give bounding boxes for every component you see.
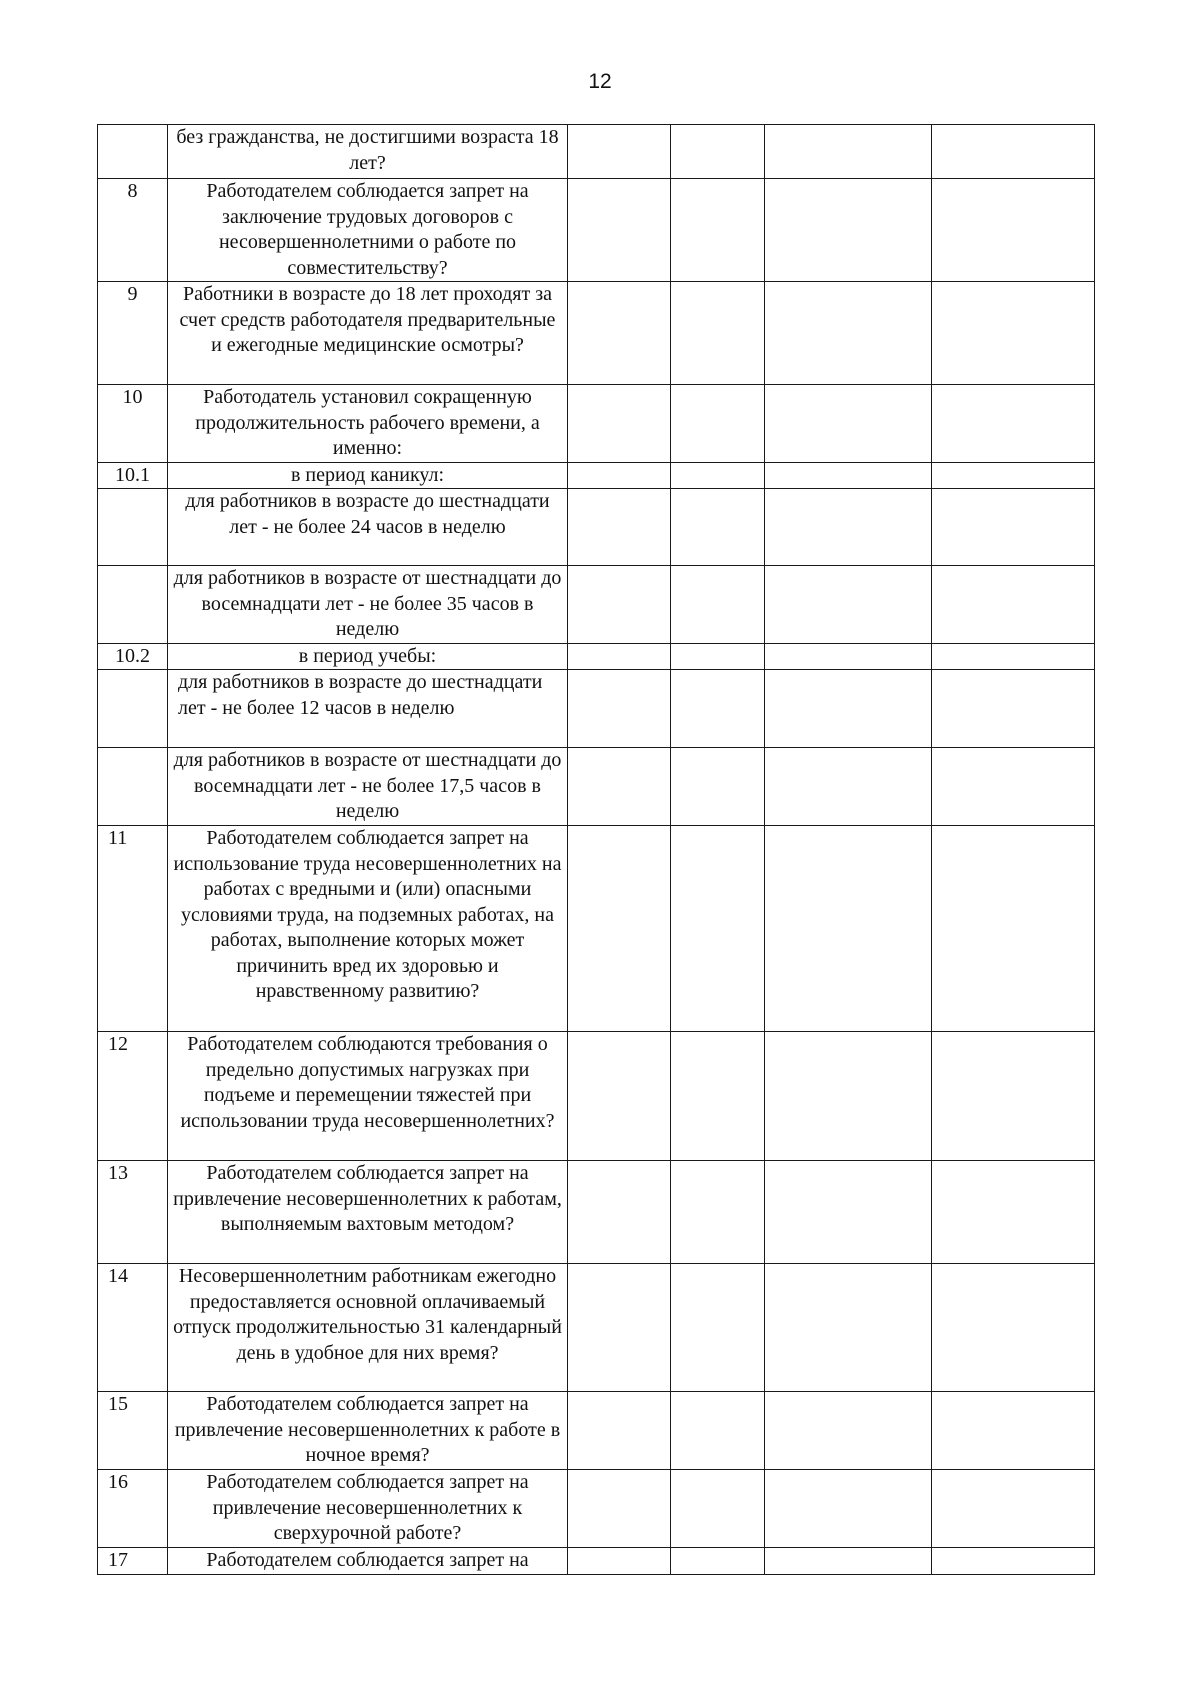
answer-cell: [765, 282, 932, 385]
page-number: 12: [588, 70, 612, 93]
answer-cell: [568, 670, 671, 748]
answer-cell: [765, 385, 932, 463]
answer-cell: [568, 125, 671, 179]
answer-cell: [671, 670, 765, 748]
answer-cell: [765, 826, 932, 1032]
item-number-cell: 9: [98, 282, 168, 385]
answer-cell: [568, 385, 671, 463]
answer-cell: [671, 489, 765, 566]
answer-cell: [568, 1392, 671, 1470]
answer-cell: [765, 1032, 932, 1161]
answer-cell: [765, 748, 932, 826]
table-row: [98, 643, 1095, 670]
answer-cell: [671, 385, 765, 463]
answer-cell: [568, 826, 671, 1032]
answer-cell: [932, 566, 1095, 644]
table-row: [98, 1032, 1095, 1161]
table-row: [98, 1161, 1095, 1264]
answer-cell: [932, 670, 1095, 748]
table-row: [98, 1470, 1095, 1548]
item-number-cell: 10.2: [98, 643, 168, 670]
answer-cell: [765, 179, 932, 282]
item-number-cell: 10.1: [98, 462, 168, 489]
answer-cell: [671, 282, 765, 385]
question-cell: для работников в возрасте от шестнадцати до восемнадцати лет - не более 35 часов в неделю: [168, 566, 568, 644]
table-row: [98, 385, 1095, 463]
item-number-cell: 14: [98, 1264, 168, 1392]
answer-cell: [765, 643, 932, 670]
answer-cell: [765, 1548, 932, 1575]
question-cell: для работников в возрасте до шестнадцати лет - не более 24 часов в неделю: [168, 489, 568, 566]
answer-cell: [671, 1392, 765, 1470]
answer-cell: [932, 179, 1095, 282]
answer-cell: [671, 1548, 765, 1575]
answer-cell: [568, 489, 671, 566]
question-cell: Работодателем соблюдается запрет на: [168, 1548, 568, 1575]
answer-cell: [765, 1264, 932, 1392]
answer-cell: [568, 1470, 671, 1548]
item-number-cell: 15: [98, 1392, 168, 1470]
answer-cell: [765, 125, 932, 179]
answer-cell: [671, 826, 765, 1032]
question-cell: Работодатель установил сокращенную продолжительность рабочего времени, а именно:: [168, 385, 568, 463]
question-cell: Работники в возрасте до 18 лет проходят за счет средств работодателя предварительные и ежегодные медицинские осмотры?: [168, 282, 568, 385]
item-number-cell: [98, 489, 168, 566]
table-row: [98, 566, 1095, 644]
answer-cell: [671, 1161, 765, 1264]
checklist-table: [97, 124, 1095, 1575]
answer-cell: [671, 179, 765, 282]
question-cell: для работников в возрасте до шестнадцати лет - не более 12 часов в неделю: [168, 670, 568, 748]
answer-cell: [568, 643, 671, 670]
item-number-cell: 11: [98, 826, 168, 1032]
answer-cell: [932, 1161, 1095, 1264]
answer-cell: [671, 1264, 765, 1392]
answer-cell: [932, 1264, 1095, 1392]
question-cell: в период каникул:: [168, 462, 568, 489]
answer-cell: [932, 1548, 1095, 1575]
answer-cell: [671, 566, 765, 644]
answer-cell: [568, 566, 671, 644]
question-cell: Работодателем соблюдается запрет на привлечение несовершеннолетних к работе в ночное время?: [168, 1392, 568, 1470]
item-number-cell: 16: [98, 1470, 168, 1548]
answer-cell: [568, 748, 671, 826]
answer-cell: [568, 1264, 671, 1392]
table-row: [98, 670, 1095, 748]
answer-cell: [765, 1161, 932, 1264]
question-cell: Работодателем соблюдаются требования о предельно допустимых нагрузках при подъеме и перемещении тяжестей при использовании труда несовершеннолетних?: [168, 1032, 568, 1161]
table-row: [98, 1264, 1095, 1392]
answer-cell: [932, 748, 1095, 826]
question-cell: Несовершеннолетним работникам ежегодно предоставляется основной оплачиваемый отпуск продолжительностью 31 календарный день в удобное для них время?: [168, 1264, 568, 1392]
answer-cell: [765, 1470, 932, 1548]
item-number-cell: [98, 670, 168, 748]
question-cell: Работодателем соблюдается запрет на заключение трудовых договоров с несовершеннолетними о работе по совместительству?: [168, 179, 568, 282]
item-number-cell: 10: [98, 385, 168, 463]
answer-cell: [932, 643, 1095, 670]
item-number-cell: [98, 748, 168, 826]
answer-cell: [765, 1392, 932, 1470]
answer-cell: [568, 1161, 671, 1264]
table-row: [98, 489, 1095, 566]
table-row: [98, 826, 1095, 1032]
answer-cell: [932, 125, 1095, 179]
item-number-cell: 8: [98, 179, 168, 282]
answer-cell: [932, 462, 1095, 489]
answer-cell: [932, 826, 1095, 1032]
answer-cell: [932, 1392, 1095, 1470]
answer-cell: [568, 179, 671, 282]
question-cell: Работодателем соблюдается запрет на привлечение несовершеннолетних к сверхурочной работе?: [168, 1470, 568, 1548]
answer-cell: [765, 489, 932, 566]
question-cell: Работодателем соблюдается запрет на привлечение несовершеннолетних к работам, выполняемым вахтовым методом?: [168, 1161, 568, 1264]
item-number-cell: 17: [98, 1548, 168, 1575]
answer-cell: [932, 1032, 1095, 1161]
item-number-cell: [98, 566, 168, 644]
answer-cell: [932, 489, 1095, 566]
question-cell: для работников в возрасте от шестнадцати до восемнадцати лет - не более 17,5 часов в неделю: [168, 748, 568, 826]
answer-cell: [671, 462, 765, 489]
answer-cell: [932, 1470, 1095, 1548]
answer-cell: [671, 748, 765, 826]
table-row: [98, 282, 1095, 385]
item-number-cell: 12: [98, 1032, 168, 1161]
answer-cell: [568, 462, 671, 489]
question-cell: без гражданства, не достигшими возраста 18 лет?: [168, 125, 568, 179]
answer-cell: [568, 1548, 671, 1575]
question-cell: Работодателем соблюдается запрет на использование труда несовершеннолетних на работах с вредными и (или) опасными условиями труда, на подземных работах, на работах, выполнение которых может причинить вред их здоровью и нравственному развитию?: [168, 826, 568, 1032]
answer-cell: [671, 643, 765, 670]
answer-cell: [671, 1470, 765, 1548]
question-cell: в период учебы:: [168, 643, 568, 670]
item-number-cell: 13: [98, 1161, 168, 1264]
answer-cell: [765, 670, 932, 748]
answer-cell: [765, 462, 932, 489]
answer-cell: [568, 1032, 671, 1161]
answer-cell: [932, 282, 1095, 385]
table-row: [98, 179, 1095, 282]
table-row: [98, 462, 1095, 489]
table-row: [98, 125, 1095, 179]
answer-cell: [568, 282, 671, 385]
table-row: [98, 748, 1095, 826]
item-number-cell: [98, 125, 168, 179]
answer-cell: [932, 385, 1095, 463]
answer-cell: [671, 125, 765, 179]
table-row: [98, 1392, 1095, 1470]
answer-cell: [671, 1032, 765, 1161]
table-row: [98, 1548, 1095, 1575]
answer-cell: [765, 566, 932, 644]
